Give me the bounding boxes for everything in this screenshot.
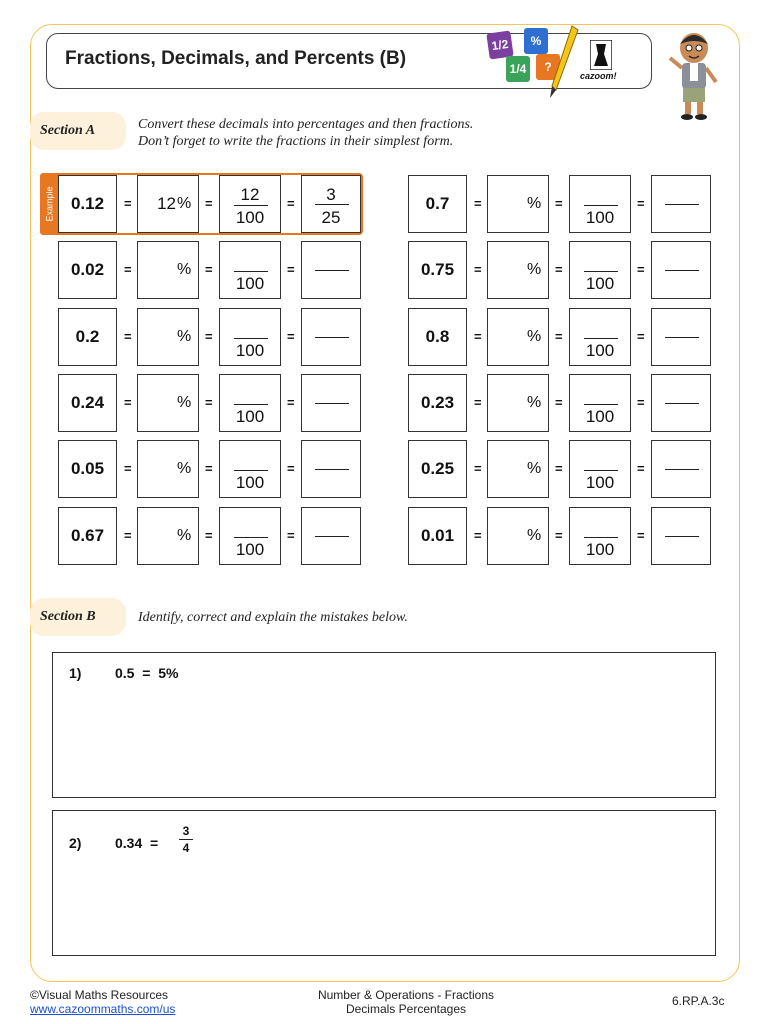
decimal-value: 0.75 xyxy=(408,241,467,299)
decimal-value: 0.12 xyxy=(58,175,117,233)
simplest-fraction-box[interactable] xyxy=(301,241,361,299)
conversion-row xyxy=(408,308,718,368)
equals-sign: = xyxy=(474,461,482,477)
conversion-row xyxy=(408,241,718,301)
fraction-denominator: 100 xyxy=(585,274,615,294)
brand-text: cazoom! xyxy=(580,71,617,81)
equals-sign: = xyxy=(637,394,645,410)
fraction-denominator: 100 xyxy=(585,473,615,493)
fraction-denominator: 100 xyxy=(585,208,615,227)
fraction-bar xyxy=(665,403,699,404)
percent-answer-box[interactable] xyxy=(487,507,549,565)
percent-answer-box[interactable] xyxy=(487,440,549,498)
fraction-denominator: 100 xyxy=(585,406,615,426)
fraction-tile-icon: 1/2 xyxy=(486,30,513,59)
simplest-denominator: 25 xyxy=(321,208,341,227)
percent-sign: % xyxy=(177,327,192,345)
question-tile-icon: ? xyxy=(536,54,560,80)
fraction-bar xyxy=(315,469,349,470)
percent-answer-box[interactable] xyxy=(487,374,549,432)
simplest-fraction-box[interactable] xyxy=(301,374,361,432)
equals-sign: = xyxy=(555,527,563,543)
pencil-icon xyxy=(546,24,580,100)
conversion-row xyxy=(58,507,368,567)
equals-sign: = xyxy=(287,196,295,211)
percent-sign: % xyxy=(527,327,542,345)
fraction-bar xyxy=(665,337,699,338)
percent-sign: % xyxy=(527,393,542,411)
fraction-answer-box[interactable] xyxy=(219,374,281,432)
fraction-bar xyxy=(584,338,618,339)
decimal-value: 0.01 xyxy=(408,507,467,565)
conversion-row xyxy=(408,507,718,567)
fraction-bar xyxy=(234,205,268,206)
equals-sign: = xyxy=(205,196,213,211)
topic-line-1: Number & Operations - Fractions xyxy=(317,988,495,1002)
equals-sign: = xyxy=(555,394,563,410)
mistake-number: 2) xyxy=(69,835,82,851)
equals-sign: = xyxy=(555,262,563,278)
equals-sign: = xyxy=(124,461,132,477)
equals-sign: = xyxy=(124,328,132,344)
fraction-bar xyxy=(234,338,268,339)
equals-sign: = xyxy=(124,527,132,543)
standard-code: 6.RP.A.3c xyxy=(672,994,725,1008)
equals-sign: = xyxy=(287,461,295,477)
fraction-denominator: 100 xyxy=(235,340,265,360)
fraction-bar xyxy=(315,337,349,338)
percent-answer xyxy=(137,175,199,233)
fraction-denominator: 100 xyxy=(235,473,265,493)
conversion-row xyxy=(58,308,368,368)
fraction-denominator: 100 xyxy=(585,539,615,559)
equals-sign: = xyxy=(205,394,213,410)
percent-answer-box[interactable] xyxy=(137,374,199,432)
decimal-value: 0.02 xyxy=(58,241,117,299)
simplest-fraction-box[interactable] xyxy=(651,374,711,432)
fraction-bar xyxy=(315,536,349,537)
equals-sign: = xyxy=(474,262,482,278)
fraction-answer-box[interactable] xyxy=(569,507,631,565)
fraction-denominator: 100 xyxy=(235,539,265,559)
fraction-bar xyxy=(584,404,618,405)
equals-sign: = xyxy=(555,196,563,211)
percent-sign: % xyxy=(527,460,542,478)
simplest-fraction-box[interactable] xyxy=(651,241,711,299)
percent-answer-box[interactable] xyxy=(487,175,549,233)
mistake-box-1[interactable] xyxy=(52,652,716,798)
equals-sign: = xyxy=(474,328,482,344)
fraction-bar xyxy=(665,469,699,470)
equals-sign: = xyxy=(124,196,132,211)
conversion-row xyxy=(408,440,718,500)
percent-answer-box[interactable] xyxy=(137,241,199,299)
percent-sign: % xyxy=(177,526,192,544)
fraction-bar xyxy=(234,470,268,471)
fraction-bar xyxy=(179,839,193,840)
section-a-label: Section A xyxy=(30,112,126,150)
percent-tile-icon: % xyxy=(524,28,548,54)
fraction-bar xyxy=(665,270,699,271)
fraction-bar xyxy=(584,205,618,206)
footer-left xyxy=(30,988,175,1016)
decimal-value: 0.8 xyxy=(408,308,467,366)
section-b-instruction: Identify, correct and explain the mistakes below. xyxy=(138,610,408,625)
keyhole-icon xyxy=(590,40,612,70)
simplest-fraction-box[interactable] xyxy=(651,308,711,366)
decimal-value: 0.7 xyxy=(408,175,467,233)
percent-sign: % xyxy=(177,393,192,411)
equals-sign: = xyxy=(287,328,295,344)
decimal-value: 0.23 xyxy=(408,374,467,432)
topic-line-2: Decimals Percentages xyxy=(345,1002,467,1016)
mistake-box-2[interactable] xyxy=(52,810,716,956)
equals-sign: = xyxy=(124,394,132,410)
percent-answer-box[interactable] xyxy=(487,241,549,299)
equals-sign: = xyxy=(474,527,482,543)
fraction-bar xyxy=(234,404,268,405)
simplest-fraction-box[interactable] xyxy=(301,507,361,565)
percent-answer-box[interactable] xyxy=(137,440,199,498)
simplest-fraction-box[interactable] xyxy=(651,440,711,498)
decimal-value: 0.25 xyxy=(408,440,467,498)
section-a-instruction-line2: Don’t forget to write the fractions in their simplest form. xyxy=(138,134,454,149)
example-tag: Example xyxy=(40,173,58,235)
fraction-bar xyxy=(234,537,268,538)
fraction-denominator: 100 xyxy=(235,208,265,227)
equals-sign: = xyxy=(637,527,645,543)
conversion-row xyxy=(408,175,718,235)
equals-sign: = xyxy=(637,262,645,278)
percent-answer-box[interactable] xyxy=(137,507,199,565)
mistake-fraction xyxy=(179,824,193,855)
equals-sign: = xyxy=(205,527,213,543)
equals-sign: = xyxy=(637,328,645,344)
fraction-answer-box[interactable] xyxy=(569,308,631,366)
fraction-denominator: 100 xyxy=(585,340,615,360)
fraction-bar xyxy=(315,270,349,271)
equals-sign: = xyxy=(474,394,482,410)
percent-value: 12 xyxy=(157,194,176,213)
fraction-answer-box[interactable] xyxy=(569,241,631,299)
fraction-answer-box[interactable] xyxy=(219,507,281,565)
decimal-value: 0.05 xyxy=(58,440,117,498)
mistake-expression: 0.5 = 5% xyxy=(115,665,179,681)
equals-sign: = xyxy=(205,461,213,477)
simplest-fraction-box[interactable] xyxy=(651,175,711,233)
simplest-fraction-box[interactable] xyxy=(651,507,711,565)
fraction-numerator: 3 xyxy=(182,824,190,838)
fraction-answer-box[interactable] xyxy=(569,440,631,498)
fraction-bar xyxy=(665,204,699,205)
fraction-bar xyxy=(665,536,699,537)
equals-sign: = xyxy=(205,328,213,344)
percent-sign: % xyxy=(527,261,542,279)
conversion-row xyxy=(58,241,368,301)
quarter-tile-icon: 1/4 xyxy=(506,56,530,82)
simplest-fraction-box[interactable] xyxy=(301,440,361,498)
percent-sign: % xyxy=(177,460,192,478)
fraction-bar xyxy=(584,537,618,538)
percent-answer-box[interactable] xyxy=(137,308,199,366)
footer-topic xyxy=(276,988,536,1016)
simplest-fraction-box[interactable] xyxy=(301,308,361,366)
mistake-expression: 0.34 = xyxy=(115,835,159,851)
equals-sign: = xyxy=(287,527,295,543)
cazoom-logo xyxy=(484,24,634,104)
equals-sign: = xyxy=(287,262,295,278)
fraction-answer-box[interactable] xyxy=(219,241,281,299)
fraction-answer-box[interactable] xyxy=(219,308,281,366)
fraction-bar xyxy=(234,271,268,272)
equals-sign: = xyxy=(637,196,645,211)
simplest-numerator: 3 xyxy=(326,185,336,204)
mascot-boy-illustration xyxy=(664,30,724,122)
equals-sign: = xyxy=(124,262,132,278)
fraction-bar xyxy=(315,204,349,205)
equals-sign: = xyxy=(205,262,213,278)
percent-sign: % xyxy=(177,261,192,279)
fraction-denominator: 4 xyxy=(182,841,190,855)
decimal-value: 0.24 xyxy=(58,374,117,432)
percent-sign: % xyxy=(527,526,542,544)
copyright-text: ©Visual Maths Resources xyxy=(30,988,169,1002)
percent-sign: % xyxy=(177,195,192,212)
decimal-value: 0.2 xyxy=(58,308,117,366)
decimal-value: 0.67 xyxy=(58,507,117,565)
fraction-bar xyxy=(584,470,618,471)
conversion-row xyxy=(408,374,718,434)
equals-sign: = xyxy=(555,461,563,477)
percent-sign: % xyxy=(527,195,542,212)
fraction-denominator: 100 xyxy=(235,274,265,294)
equals-sign: = xyxy=(287,394,295,410)
equals-sign: = xyxy=(555,328,563,344)
fraction-answer-box[interactable] xyxy=(569,374,631,432)
mistake-number: 1) xyxy=(69,665,82,681)
fraction-answer-box[interactable] xyxy=(569,175,631,233)
website-link[interactable]: www.cazoommaths.com/us xyxy=(30,1002,176,1016)
percent-answer-box[interactable] xyxy=(487,308,549,366)
example-row xyxy=(58,175,368,235)
equals-sign: = xyxy=(474,196,482,211)
equals-sign: = xyxy=(637,461,645,477)
section-a-instruction-line1: Convert these decimals into percentages and then fractions. xyxy=(138,117,474,132)
fraction-bar xyxy=(584,271,618,272)
conversion-row xyxy=(58,440,368,500)
fraction-denominator: 100 xyxy=(235,406,265,426)
simplest-fraction xyxy=(301,175,361,233)
fraction-answer xyxy=(219,175,281,233)
worksheet-title: Fractions, Decimals, and Percents (B) xyxy=(65,48,407,69)
section-b-label: Section B xyxy=(30,598,126,636)
fraction-bar xyxy=(315,403,349,404)
fraction-answer-box[interactable] xyxy=(219,440,281,498)
fraction-numerator: 12 xyxy=(240,185,260,204)
conversion-row xyxy=(58,374,368,434)
